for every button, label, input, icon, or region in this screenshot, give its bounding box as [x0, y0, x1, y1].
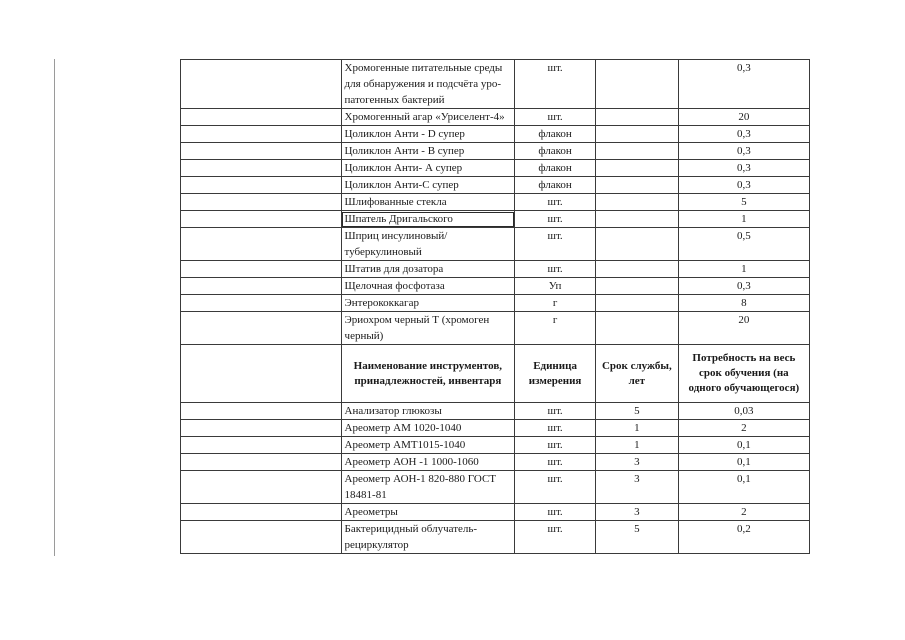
table-row — [181, 278, 810, 295]
table-row — [181, 160, 810, 177]
item-need: 0,1 — [678, 454, 809, 471]
row-empty-cell — [181, 228, 342, 261]
consumables-rows — [181, 60, 810, 345]
table-row — [181, 454, 810, 471]
item-need: 2 — [678, 504, 809, 521]
table-row — [181, 228, 810, 261]
item-unit: шт. — [515, 60, 596, 109]
row-empty-cell — [181, 194, 342, 211]
item-need: 0,3 — [678, 126, 809, 143]
row-empty-cell — [181, 143, 342, 160]
row-empty-cell — [181, 454, 342, 471]
table-row — [181, 471, 810, 504]
table-row — [181, 143, 810, 160]
item-service-life — [595, 177, 678, 194]
item-service-life: 3 — [595, 454, 678, 471]
item-name: Хромогенный агар «Уриселент-4» — [341, 109, 515, 126]
row-empty-cell — [181, 312, 342, 345]
item-need: 2 — [678, 420, 809, 437]
item-unit: шт. — [515, 261, 596, 278]
item-unit: флакон — [515, 177, 596, 194]
item-name: Хромогенные питательные среды для обнаружения и подсчёта уро-патогенных бактерий — [341, 60, 515, 109]
table-row — [181, 60, 810, 109]
table-row — [181, 504, 810, 521]
table-row — [181, 261, 810, 278]
item-need: 5 — [678, 194, 809, 211]
item-service-life: 1 — [595, 437, 678, 454]
item-name: Шприц инсулиновый/ туберкулиновый — [341, 228, 515, 261]
item-need: 0,2 — [678, 521, 809, 554]
table-row — [181, 420, 810, 437]
item-name: Ареометр АОН -1 1000-1060 — [341, 454, 515, 471]
table-row — [181, 437, 810, 454]
item-need: 0,5 — [678, 228, 809, 261]
row-empty-cell — [181, 177, 342, 194]
item-unit: шт. — [515, 211, 596, 228]
row-empty-cell — [181, 420, 342, 437]
item-name: Эриохром черный Т (хромоген черный) — [341, 312, 515, 345]
row-empty-cell — [181, 295, 342, 312]
item-name-selected: Шпатель Дригальского — [341, 211, 515, 228]
item-need: 1 — [678, 211, 809, 228]
item-service-life — [595, 278, 678, 295]
item-service-life — [595, 295, 678, 312]
item-service-life — [595, 109, 678, 126]
item-service-life: 1 — [595, 420, 678, 437]
instruments-rows — [181, 403, 810, 554]
item-unit: шт. — [515, 420, 596, 437]
item-unit: шт. — [515, 194, 596, 211]
table-header-section — [181, 345, 810, 403]
table-row — [181, 211, 810, 228]
item-need: 0,3 — [678, 160, 809, 177]
item-service-life — [595, 60, 678, 109]
row-empty-cell — [181, 211, 342, 228]
item-unit: флакон — [515, 143, 596, 160]
item-unit: шт. — [515, 454, 596, 471]
item-service-life: 3 — [595, 504, 678, 521]
item-name: Щелочная фосфотаза — [341, 278, 515, 295]
item-need: 1 — [678, 261, 809, 278]
item-need: 0,1 — [678, 471, 809, 504]
header-unit: Единица измерения — [515, 345, 596, 403]
item-need: 8 — [678, 295, 809, 312]
item-need: 0,3 — [678, 143, 809, 160]
header-empty-cell — [181, 345, 342, 403]
item-unit: Уп — [515, 278, 596, 295]
item-need: 20 — [678, 312, 809, 345]
item-name: Цоликлон Анти - D супер — [341, 126, 515, 143]
table-row — [181, 126, 810, 143]
table-row — [181, 194, 810, 211]
item-name: Ареометр АМ 1020-1040 — [341, 420, 515, 437]
item-need: 0,1 — [678, 437, 809, 454]
item-name: Шлифованные стекла — [341, 194, 515, 211]
item-unit: флакон — [515, 160, 596, 177]
item-name: Ареометры — [341, 504, 515, 521]
equipment-table — [180, 59, 810, 554]
item-unit: г — [515, 295, 596, 312]
row-empty-cell — [181, 278, 342, 295]
item-name: Ареометр АОН-1 820-880 ГОСТ 18481-81 — [341, 471, 515, 504]
item-need: 20 — [678, 109, 809, 126]
table-row — [181, 312, 810, 345]
item-name: Цоликлон Анти- А супер — [341, 160, 515, 177]
row-empty-cell — [181, 126, 342, 143]
table-row — [181, 403, 810, 420]
item-unit: шт. — [515, 521, 596, 554]
item-unit: шт. — [515, 403, 596, 420]
item-service-life — [595, 143, 678, 160]
row-empty-cell — [181, 261, 342, 278]
item-name: Ареометр АМТ1015-1040 — [341, 437, 515, 454]
item-name: Штатив для дозатора — [341, 261, 515, 278]
table-row — [181, 109, 810, 126]
item-service-life: 5 — [595, 521, 678, 554]
header-need: Потребность на весь срок обучения (на одного обучающегося) — [678, 345, 809, 403]
item-service-life: 5 — [595, 403, 678, 420]
header-name: Наименование инструментов, принадлежностей, инвентаря — [341, 345, 515, 403]
item-service-life: 3 — [595, 471, 678, 504]
item-service-life — [595, 312, 678, 345]
row-empty-cell — [181, 403, 342, 420]
header-life: Срок службы, лет — [595, 345, 678, 403]
table-row — [181, 177, 810, 194]
item-unit: г — [515, 312, 596, 345]
item-service-life — [595, 160, 678, 177]
item-service-life — [595, 211, 678, 228]
item-need: 0,03 — [678, 403, 809, 420]
page-margin-line — [54, 59, 55, 556]
row-empty-cell — [181, 60, 342, 109]
item-unit: шт. — [515, 437, 596, 454]
item-name: Цоликлон Анти - В супер — [341, 143, 515, 160]
item-unit: шт. — [515, 471, 596, 504]
item-unit: шт. — [515, 504, 596, 521]
item-service-life — [595, 194, 678, 211]
item-name: Энтерококкагар — [341, 295, 515, 312]
item-unit: шт. — [515, 228, 596, 261]
item-need: 0,3 — [678, 278, 809, 295]
item-need: 0,3 — [678, 177, 809, 194]
row-empty-cell — [181, 437, 342, 454]
row-empty-cell — [181, 471, 342, 504]
item-name: Цоликлон Анти-С супер — [341, 177, 515, 194]
item-name: Бактерицидный облучатель-рециркулятор — [341, 521, 515, 554]
item-unit: шт. — [515, 109, 596, 126]
row-empty-cell — [181, 109, 342, 126]
table-row — [181, 295, 810, 312]
item-service-life — [595, 126, 678, 143]
row-empty-cell — [181, 521, 342, 554]
item-unit: флакон — [515, 126, 596, 143]
item-service-life — [595, 228, 678, 261]
item-need: 0,3 — [678, 60, 809, 109]
item-name: Анализатор глюкозы — [341, 403, 515, 420]
table-header-row — [181, 345, 810, 403]
row-empty-cell — [181, 160, 342, 177]
table-row — [181, 521, 810, 554]
row-empty-cell — [181, 504, 342, 521]
item-service-life — [595, 261, 678, 278]
